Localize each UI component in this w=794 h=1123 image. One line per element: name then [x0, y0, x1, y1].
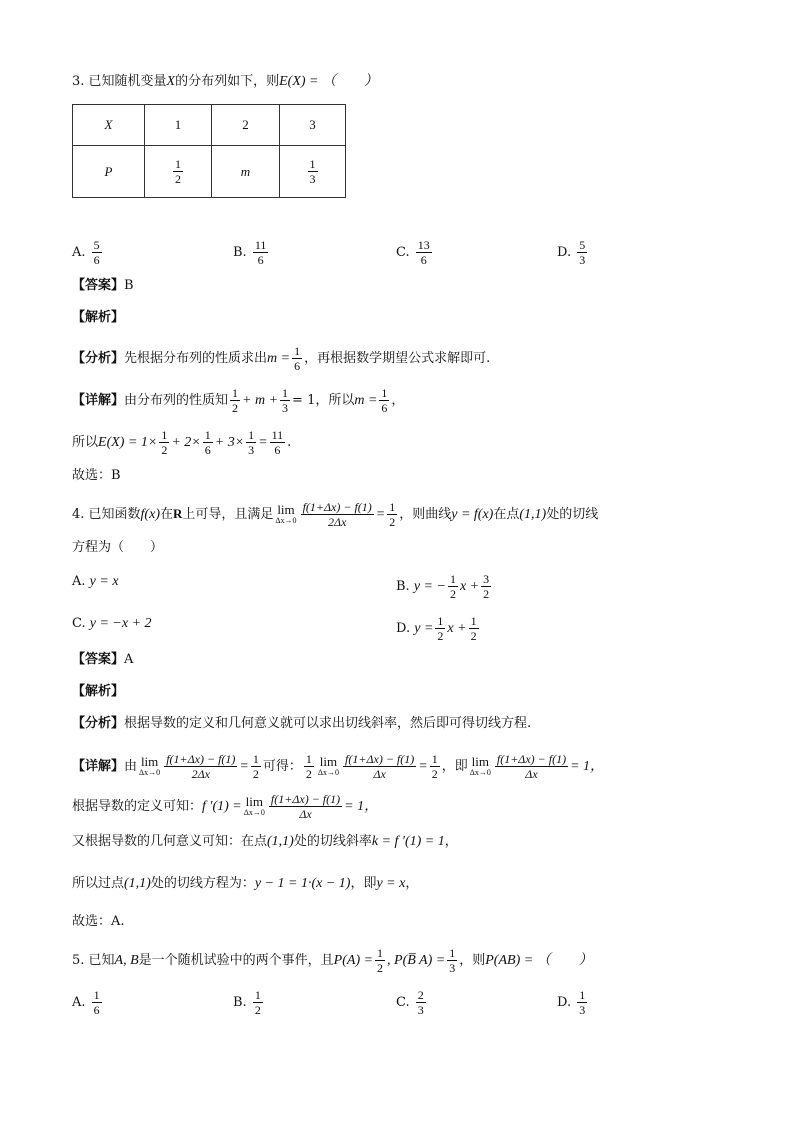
q3-fenxi: 【分析】先根据分布列的性质求出m = $\frac{1}{6}$ ，再根据数学期望公式求解即可. [72, 344, 491, 373]
q4-option-c: C. y = −x + 2 [72, 616, 152, 631]
fraction: $\frac{1}{2}$ [232, 386, 239, 415]
fraction: $\frac{1}{3}$ [579, 988, 586, 1017]
q4-xiangjie-line1: 【详解】由 lim Δx→0 $\frac{f(1+\Delta x) - f(1)}{2\Delta x}$ = $\frac{1}{2}$ 可得： $\frac{1}{2}$ lim Δx→0 $\frac{f(1+\Delta x) - f(1)}{\Delta x}$ = $\frac{1}{2}$ ，即 lim Δx→0 $\frac{f(1+\Delta x) - f(1)}{\Delta x}$ = 1， [72, 752, 605, 781]
fraction: $\frac{1}{2}$ [254, 988, 261, 1017]
fraction: $\frac{13}{6}$ [417, 238, 430, 267]
q4-guxuan: 故选：A. [72, 914, 125, 929]
fraction: $\frac{2}{3}$ [417, 988, 424, 1017]
fraction: $\frac{1}{6}$ [381, 386, 388, 415]
q3-stem [72, 72, 378, 92]
fraction: $\frac{1}{2}$ [470, 614, 477, 643]
q4-option-b: B. y = − $\frac{1}{2}$ x + $\frac{3}{2}$ [396, 572, 490, 601]
q3-stem-mid: 的分布列如下，则 [175, 74, 280, 89]
limit-operator: lim Δx→0 [243, 793, 265, 817]
fraction: $\frac{1}{2}$ [449, 572, 456, 601]
q3-table-cell: 3 [280, 105, 346, 146]
q4-option-a: A. y = x [72, 574, 119, 589]
fraction: $\frac{1}{2}$ [161, 428, 168, 457]
fraction: $\frac{11}{6}$ [271, 428, 284, 457]
q3-xiangjie-line1: 【详解】由分布列的性质知 $\frac{1}{2}$ + m + $\frac{1}{3}$ = 1，所以m = $\frac{1}{6}$ ， [72, 386, 405, 415]
fraction: $\frac{f(1+\Delta x) - f(1)}{\Delta x}$ [496, 752, 567, 781]
q3-jiexi-heading: 【解析】 [72, 310, 125, 325]
q3-table-cell: 1 [145, 105, 212, 146]
limit-operator: lim Δx→0 [139, 753, 161, 777]
q3-option-d: D. $\frac{5}{3}$ [557, 238, 586, 267]
limit-operator: lim Δx→0 [275, 501, 297, 525]
q4-stem-line2: 方程为（ ） [72, 540, 164, 555]
q4-stem-line1: 4. 已知函数f(x)在R上可导，且满足 lim Δx→0 $\frac{f(1+\Delta x) - f(1)}{2\Delta x}$ = $\frac{1}{2}$ ，则曲线y = f(x)在点(1,1)处的切线 [72, 500, 599, 529]
fraction: $\frac{1}{6}$ [204, 428, 211, 457]
fraction: $\frac{f(1+\Delta x) - f(1)}{2\Delta x}$ [302, 500, 372, 529]
fraction: $\frac{1}{2}$ [175, 157, 181, 186]
limit-operator: lim Δx→0 [317, 753, 340, 777]
q3-stem-prefix: 3. 已知随机变量 [72, 74, 167, 89]
fraction: $\frac{1}{3}$ [309, 157, 316, 186]
fraction: $\frac{1}{3}$ [282, 386, 289, 415]
q3-stem-expr: E(X) = （ ） [279, 74, 378, 89]
q4-xiangjie-line3: 又根据导数的几何意义可知：在点(1,1)处的切线斜率k = f ′(1) = 1， [72, 834, 458, 849]
q3-answer: 【答案】B [72, 278, 134, 293]
q5-option-c: C. $\frac{2}{3}$ [396, 988, 424, 1017]
q3-table-row-p [73, 146, 346, 198]
fraction: $\frac{5}{3}$ [579, 238, 586, 267]
fraction: $\frac{1}{6}$ [294, 344, 301, 373]
q3-table-row-x [73, 105, 346, 146]
q4-option-d: D. y = $\frac{1}{2}$ x + $\frac{1}{2}$ [396, 614, 477, 643]
q3-table-cell: 2 [212, 105, 280, 146]
q3-option-b: B. $\frac{11}{6}$ [233, 238, 267, 267]
fraction: $\frac{f(1+\Delta x) - f(1)}{2\Delta x}$ [166, 752, 236, 781]
fraction: $\frac{1}{2}$ [305, 752, 312, 781]
q3-table-cell [145, 146, 212, 198]
q5-option-b: B. $\frac{1}{2}$ [233, 988, 261, 1017]
fraction: $\frac{3}{2}$ [483, 572, 490, 601]
q4-jiexi-heading: 【解析】 [72, 684, 125, 699]
q4-xiangjie-line4: 所以过点(1,1)处的切线方程为：y − 1 = 1·(x − 1)，即y = x， [72, 876, 419, 891]
fraction: $\frac{1}{2}$ [252, 752, 259, 781]
q4-fenxi: 【分析】根据导数的定义和几何意义就可以求出切线斜率，然后即可得切线方程. [72, 716, 532, 731]
q5-stem: 5. 已知A, B是一个随机试验中的两个事件，且P(A) = $\frac{1}{2}$ , P(B̅ A) = $\frac{1}{3}$ ，则P(AB) = （ ） [72, 946, 593, 975]
fraction: $\frac{1}{2}$ [431, 752, 438, 781]
q3-table-cell: P [73, 146, 145, 198]
q3-table-cell: m [212, 146, 280, 198]
fraction: $\frac{11}{6}$ [254, 238, 267, 267]
limit-operator: lim Δx→0 [469, 753, 491, 777]
q3-stem-var: X [166, 74, 176, 89]
q5-option-a: A. $\frac{1}{6}$ [72, 988, 100, 1017]
q4-answer: 【答案】A [72, 652, 134, 667]
fraction: $\frac{1}{2}$ [437, 614, 444, 643]
q3-option-a: A. $\frac{5}{6}$ [72, 238, 100, 267]
q5-option-d: D. $\frac{1}{3}$ [557, 988, 586, 1017]
q3-option-c: C. $\frac{13}{6}$ [396, 238, 430, 267]
q4-xiangjie-line2: 根据导数的定义可知：f ′(1) = lim Δx→0 $\frac{f(1+\Delta x) - f(1)}{\Delta x}$ = 1， [72, 792, 379, 821]
q3-table-cell: X [73, 105, 145, 146]
fraction: $\frac{1}{2}$ [377, 946, 384, 975]
fraction: $\frac{5}{6}$ [93, 238, 100, 267]
q3-guxuan: 故选：B [72, 468, 121, 483]
fraction: $\frac{1}{6}$ [93, 988, 100, 1017]
q3-table-cell [280, 146, 346, 198]
fraction: $\frac{f(1+\Delta x) - f(1)}{\Delta x}$ [345, 752, 415, 781]
fraction: $\frac{1}{2}$ [389, 500, 396, 529]
fraction: $\frac{1}{3}$ [248, 428, 255, 457]
fraction: $\frac{f(1+\Delta x) - f(1)}{\Delta x}$ [270, 792, 341, 821]
fraction: $\frac{1}{3}$ [449, 946, 456, 975]
q3-distribution-table [72, 104, 346, 198]
q3-xiangjie-line2: 所以E(X) = 1× $\frac{1}{2}$ + 2× $\frac{1}{6}$ + 3× $\frac{1}{3}$ = $\frac{11}{6}$ . [72, 428, 292, 457]
